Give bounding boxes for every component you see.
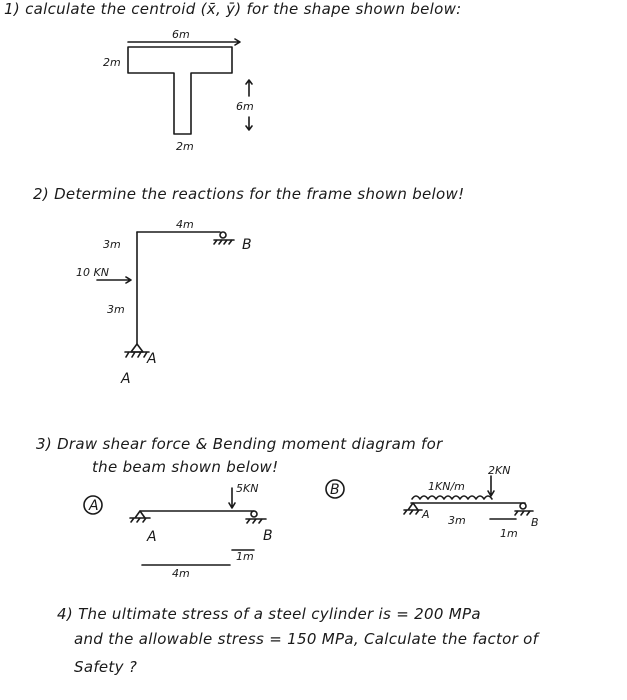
- dim-2m-web-label: 2m: [176, 140, 194, 153]
- beam-b-overhang-label: 1m: [500, 527, 518, 540]
- load-arrow-5kn: [229, 488, 235, 508]
- pin-a-ground: [125, 352, 149, 357]
- load-10kn-label: 10 KN: [76, 266, 109, 279]
- question-4-text-line2: and the allowable stress = 150 MPa, Calculate the factor of: [74, 630, 539, 648]
- beam-b-span-label: 3m: [448, 514, 466, 527]
- support-b-label: B: [242, 237, 252, 253]
- question-4-text-line1: 4) The ultimate stress of a steel cylinder is = 200 MPa: [57, 605, 481, 623]
- dim-3m-upper-label: 3m: [103, 238, 121, 251]
- support-a-label: A: [147, 351, 157, 367]
- question-2-text: 2) Determine the reactions for the frame shown below!: [33, 185, 465, 203]
- question-4-text-line3: Safety ?: [74, 658, 138, 676]
- dim-6m-top-label: 6m: [172, 28, 190, 41]
- load-5kn-label: 5KN: [236, 482, 259, 495]
- beam-a-pin-a: [130, 511, 150, 522]
- case-a-label: A: [89, 498, 99, 514]
- pin-support-a: [131, 344, 143, 352]
- beam-a-overhang-label: 1m: [236, 550, 254, 563]
- t-section-figure: [128, 39, 252, 134]
- udl-1kn-label: 1KN/m: [428, 480, 465, 493]
- load-arrow-2kn: [488, 476, 494, 496]
- dim-2m-flange-label: 2m: [103, 56, 121, 69]
- beam-b-roller-b: [520, 503, 526, 509]
- beam-b-support-b-label: B: [531, 516, 539, 529]
- beam-a-support-a-label: A: [147, 529, 157, 545]
- beam-b-pin-a: [404, 503, 422, 514]
- question-1-text: 1) calculate the centroid (x̄, ȳ) for the shape shown below:: [4, 0, 462, 18]
- udl-wave: [412, 496, 492, 499]
- dim-3m-lower-label: 3m: [107, 303, 125, 316]
- dim-6m-height-label: 6m: [236, 100, 254, 113]
- beam-a-span-label: 4m: [172, 567, 190, 580]
- beam-b-roller-ground: [515, 511, 533, 515]
- case-b-label: B: [330, 482, 340, 498]
- beam-a-roller-b: [251, 511, 257, 517]
- question-3-text-line1: 3) Draw shear force & Bending moment diagram for: [36, 435, 443, 453]
- beam-b-support-a-label: A: [422, 508, 430, 521]
- roller-b: [220, 232, 226, 238]
- roller-b-ground: [214, 240, 234, 244]
- t-section-outline: [128, 47, 232, 134]
- support-a-below-label: A: [121, 371, 131, 387]
- load-2kn-label: 2KN: [488, 464, 511, 477]
- question-3-text-line2: the beam shown below!: [92, 458, 279, 476]
- dim-4m-beam-label: 4m: [176, 218, 194, 231]
- beam-a-roller-ground: [246, 519, 266, 523]
- beam-a-support-b-label: B: [263, 528, 273, 544]
